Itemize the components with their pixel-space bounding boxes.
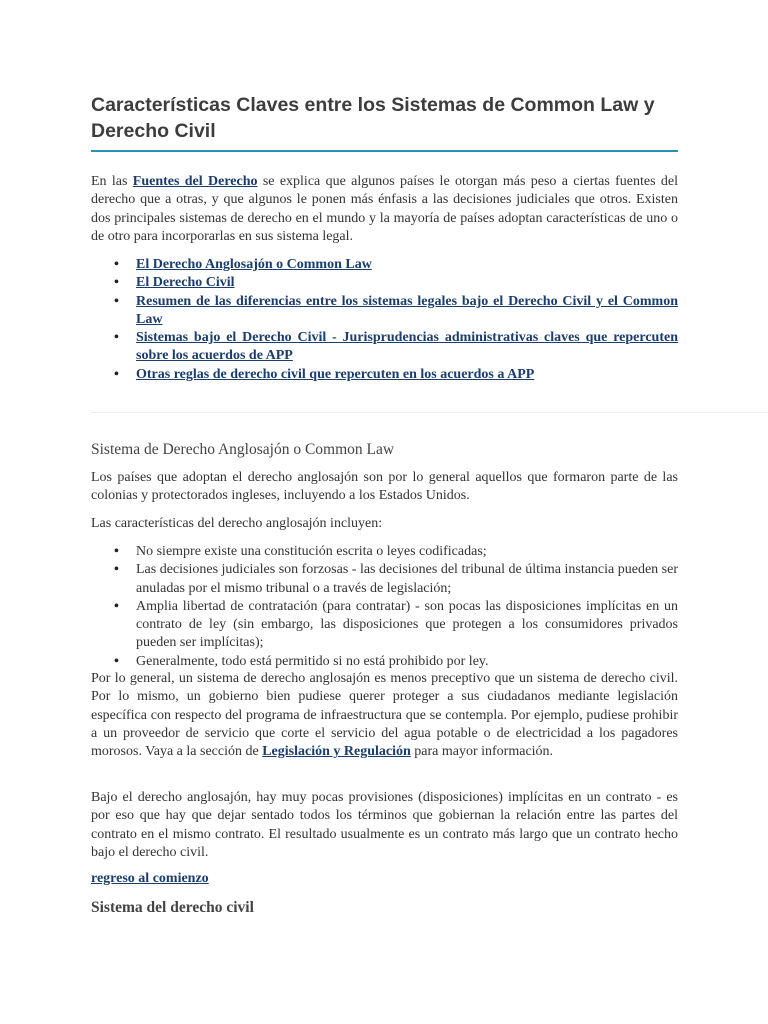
section-divider [91, 412, 768, 413]
paragraph-text-before: Por lo general, un sistema de derecho anglosajón es menos preceptivo que un sistema de derecho civil. Por lo mismo, un gobierno bien pudiese querer proteger a sus ciudadanos mediante legislación específica con respecto del programa de infraestructura que se contempla. Por ejemplo, pudiese prohibir a un proveedor de servicio que corte el servicio del agua potable o de electricidad a los pagadores morosos. Vaya a la sección de [91, 671, 678, 760]
toc-item [91, 366, 678, 384]
list-item: • Amplia libertad de contratación (para contratar) - son pocas las disposiciones implícitas en un contrato de ley (sin embargo, las disposiciones que protegen a los consumidores privados pueden ser implícitas); [91, 598, 678, 653]
common-law-features-list [91, 543, 678, 671]
toc-link-common-law[interactable]: El Derecho Anglosajón o Common Law [136, 257, 372, 272]
intro-text-after: se explica que algunos países le otorgan más peso a ciertas fuentes del derecho que a otras, y que algunos le ponen más énfasis a las decisiones judiciales que otros. Existen dos principales sistemas de derecho en el mundo y la mayoría de países adoptan características de uno o de otro para incorporarlas en sus sistema legal. [91, 174, 678, 244]
toc-item [91, 256, 678, 274]
toc-link-jurisprudencias[interactable]: Sistemas bajo el Derecho Civil - Jurisprudencias administrativas claves que repercuten sobre los acuerdos de APP [136, 330, 678, 364]
fuentes-del-derecho-link[interactable]: Fuentes del Derecho [132, 174, 258, 189]
common-law-paragraph-2: Las características del derecho anglosajón incluyen: [91, 516, 383, 531]
section-heading-derecho-civil: Sistema del derecho civil [91, 899, 254, 916]
paragraph-text-after: para mayor información. [410, 744, 554, 760]
back-to-top-link[interactable]: regreso al comienzo [91, 871, 209, 886]
common-law-paragraph-4: Bajo el derecho anglosajón, hay muy pocas provisiones (disposiciones) implícitas en un contrato - es por eso que hay que dejar sentado todos los términos que gobiernan la relación entre las partes del contrato en el mismo contrato. El resultado usualmente es un contrato más largo que un contrato hecho bajo el derecho civil. [91, 790, 678, 860]
common-law-paragraph-3 [91, 670, 678, 761]
toc-item [91, 329, 678, 366]
title-underline [91, 150, 678, 152]
intro-text-before: En las [91, 174, 133, 189]
toc-link-derecho-civil[interactable]: El Derecho Civil [136, 275, 235, 291]
intro-paragraph [91, 173, 678, 246]
common-law-paragraph-1: Los países que adoptan el derecho anglosajón son por lo general aquellos que formaron parte de las colonias y protectorados ingleses, incluyendo a los Estados Unidos. [91, 470, 678, 504]
section-heading-common-law: Sistema de Derecho Anglosajón o Common Law [91, 441, 395, 458]
list-item: • Generalmente, todo está permitido si no está prohibido por ley. [91, 653, 678, 671]
list-item: • No siempre existe una constitución escrita o leyes codificadas; [91, 543, 678, 561]
toc-item [91, 293, 678, 330]
table-of-contents [91, 256, 678, 384]
page-title: Características Claves entre los Sistemas de Common Law y Derecho Civil [91, 94, 655, 142]
toc-link-resumen[interactable]: Resumen de las diferencias entre los sistemas legales bajo el Derecho Civil y el Common Law [136, 293, 678, 327]
legislacion-regulacion-link[interactable]: Legislación y Regulación [262, 744, 411, 760]
toc-item [91, 274, 678, 292]
toc-link-otras-reglas[interactable]: Otras reglas de derecho civil que repercuten en los acuerdos a APP [136, 366, 535, 382]
list-item: • Las decisiones judiciales son forzosas - las decisiones del tribunal de última instancia pueden ser anuladas por el mismo tribunal o a través de legislación; [91, 561, 678, 598]
